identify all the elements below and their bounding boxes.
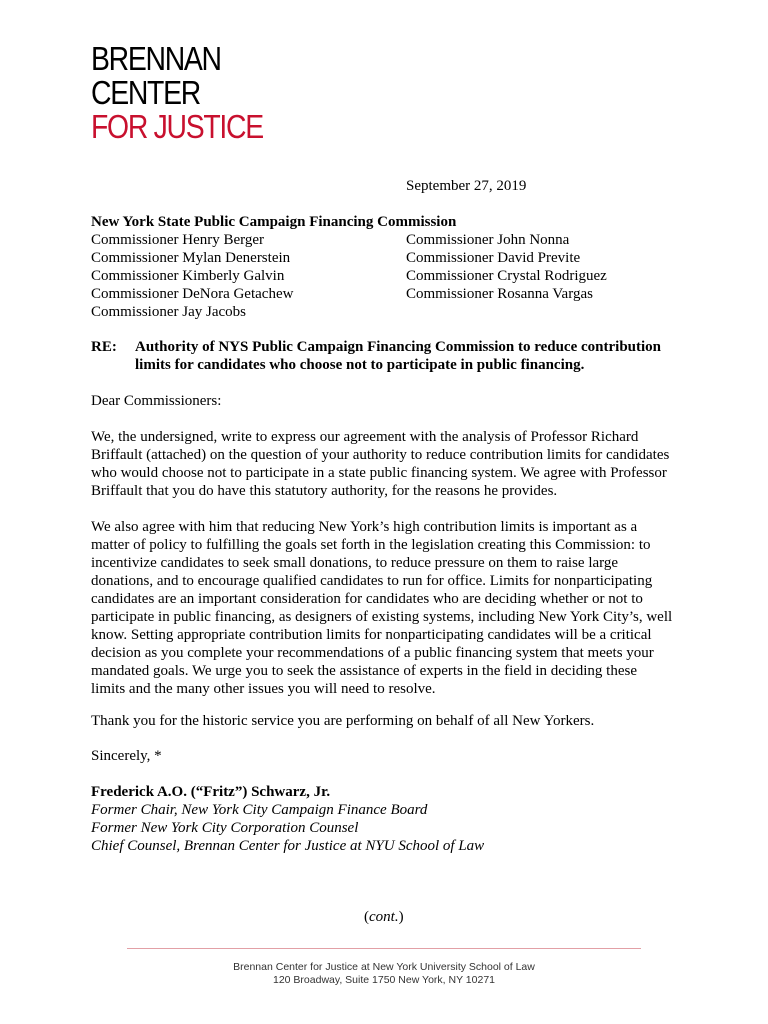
recipient-commissioner: Commissioner David Previte <box>406 250 581 266</box>
recipient-commissioner: Commissioner Rosanna Vargas <box>406 286 593 302</box>
signer-title: Chief Counsel, Brennan Center for Justice at NYU School of Law <box>91 838 485 854</box>
body-paragraph-3: Thank you for the historic service you are performing on behalf of all New Yorkers. <box>91 713 595 729</box>
recipient-commissioner: Commissioner DeNora Getachew <box>91 286 294 302</box>
recipient-commissioner: Commissioner Crystal Rodriguez <box>406 268 607 284</box>
signer-title: Former New York City Corporation Counsel <box>91 820 359 836</box>
recipient-heading: New York State Public Campaign Financing Commission <box>91 214 457 230</box>
paragraph-line: decision as you complete your recommendations of a public financing system that meets your <box>91 645 654 661</box>
logo-line-brennan: BRENNAN <box>91 40 221 77</box>
recipient-commissioner: Commissioner Kimberly Galvin <box>91 268 285 284</box>
paragraph-line: who would choose not to participate in a state public financing system. We agree with Professor <box>91 465 667 481</box>
paragraph-line: Briffault (attached) on the question of your authority to reduce contribution limits for candidates <box>91 447 670 463</box>
recipient-commissioner: Commissioner Jay Jacobs <box>91 304 246 320</box>
signer-name: Frederick A.O. (“Fritz”) Schwarz, Jr. <box>91 784 331 800</box>
recipient-commissioner: Commissioner John Nonna <box>406 232 570 248</box>
paragraph-line: know. Setting appropriate contribution limits for nonparticipating candidates will be a critical <box>91 627 652 643</box>
body-paragraph-2 <box>91 518 676 698</box>
paragraph-line: limits and the many other issues you will need to resolve. <box>91 681 436 697</box>
paragraph-line: incentivize candidates to seek small donations, to reduce pressure on them to raise large <box>91 555 619 571</box>
paragraph-line: We also agree with him that reducing New York’s high contribution limits is important as a <box>91 519 638 535</box>
footer-address: 120 Broadway, Suite 1750 New York, NY 10271 <box>272 974 495 986</box>
logo-line-for-justice: FOR JUSTICE <box>91 108 263 145</box>
salutation: Dear Commissioners: <box>91 393 222 409</box>
signer-title: Former Chair, New York City Campaign Finance Board <box>91 802 428 818</box>
body-paragraph-1 <box>91 428 676 500</box>
continuation-word: cont. <box>369 909 399 925</box>
closing: Sincerely, * <box>91 748 162 764</box>
continuation-close: ) <box>398 909 404 925</box>
paragraph-line: donations, and to encourage qualified candidates to run for office. Limits for nonparticipating <box>91 573 653 589</box>
brennan-center-logo <box>91 42 261 144</box>
continuation-open: ( <box>364 909 369 925</box>
footer-institution: Brennan Center for Justice at New York University School of Law <box>233 961 535 973</box>
recipient-commissioner: Commissioner Henry Berger <box>91 232 265 248</box>
re-label: RE: <box>91 339 117 355</box>
paragraph-line: mandated goals. We urge you to seek the assistance of experts in the field in deciding these <box>91 663 637 679</box>
paragraph-line: Briffault that you do have this statutory authority, for the reasons he provides. <box>91 483 558 499</box>
footer-divider <box>127 948 641 949</box>
paragraph-line: participate in public financing, as designers of existing systems, including New York City’s, well <box>91 609 673 625</box>
continuation-note <box>364 908 404 926</box>
recipient-commissioner: Commissioner Mylan Denerstein <box>91 250 291 266</box>
letter-date: September 27, 2019 <box>406 178 527 194</box>
re-subject-line: limits for candidates who choose not to participate in public financing. <box>135 357 585 373</box>
logo-line-center: CENTER <box>91 74 200 111</box>
paragraph-line: We, the undersigned, write to express our agreement with the analysis of Professor Richard <box>91 429 639 445</box>
paragraph-line: matter of policy to fulfilling the goals set forth in the legislation creating this Commission: to <box>91 537 651 553</box>
re-subject-line: Authority of NYS Public Campaign Financing Commission to reduce contribution <box>135 339 662 355</box>
paragraph-line: candidates are an important consideration for candidates who are deciding whether or not to <box>91 591 643 607</box>
